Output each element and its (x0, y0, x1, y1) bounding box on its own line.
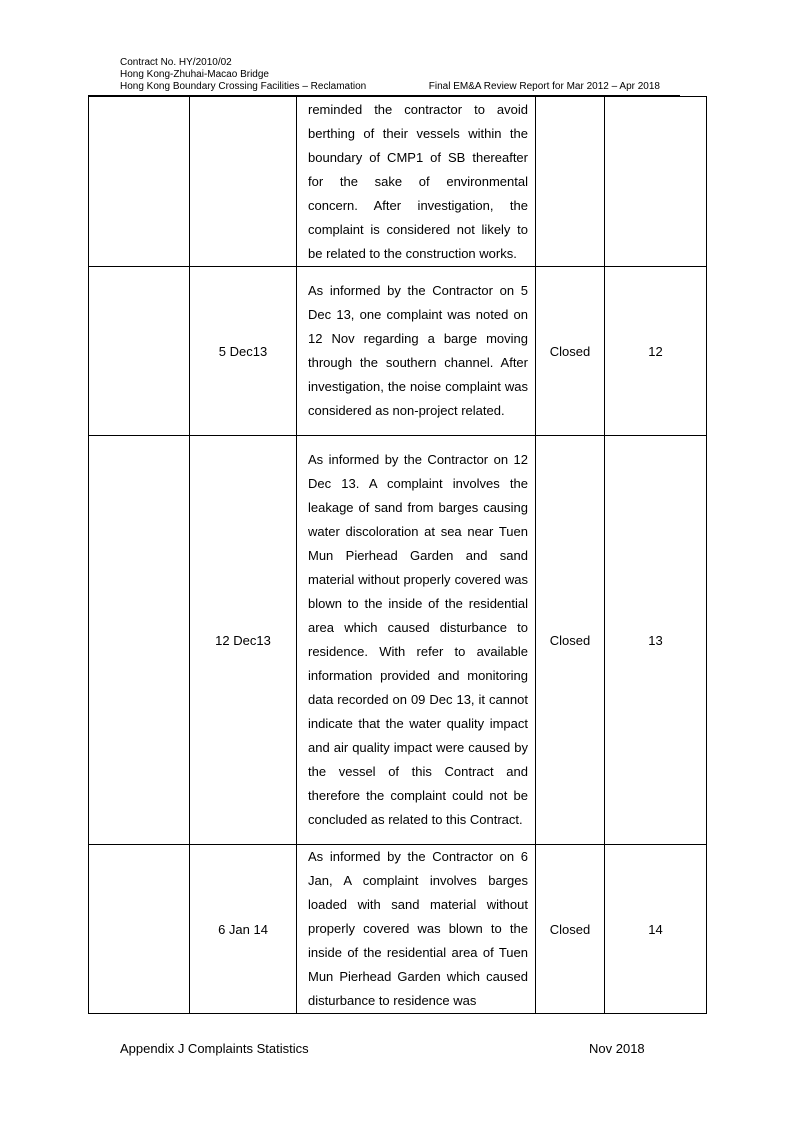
blank-cell (89, 845, 190, 1014)
table-row (89, 436, 707, 845)
status-cell (536, 97, 605, 267)
contract-number: Contract No. HY/2010/02 (120, 57, 232, 68)
date-cell: 6 Jan 14 (190, 845, 297, 1014)
report-title: Final EM&A Review Report for Mar 2012 – Apr 2018 (428, 81, 660, 92)
date-cell: 5 Dec13 (190, 267, 297, 436)
description-cell (297, 845, 536, 1014)
table-row (89, 845, 707, 1014)
description-cell (297, 436, 536, 845)
ref-cell: 14 (605, 845, 707, 1014)
project-name: Hong Kong-Zhuhai-Macao Bridge (120, 69, 269, 80)
date-cell: 12 Dec13 (190, 436, 297, 845)
header-line (120, 81, 660, 93)
description-cell (297, 267, 536, 436)
complaints-table (88, 96, 707, 1014)
table-row (89, 267, 707, 436)
status-cell: Closed (536, 845, 605, 1014)
footer-appendix: Appendix J Complaints Statistics (120, 1041, 309, 1056)
page-header (120, 57, 660, 93)
blank-cell (89, 267, 190, 436)
ref-cell: 13 (605, 436, 707, 845)
facility-name: Hong Kong Boundary Crossing Facilities – Reclamation (120, 81, 367, 92)
table-row (89, 97, 707, 267)
ref-cell (605, 97, 707, 267)
ref-cell: 12 (605, 267, 707, 436)
blank-cell (89, 436, 190, 845)
description-text: As informed by the Contractor on 5 Dec 13, one complaint was noted on 12 Nov regarding a barge moving through the southern channel. After investigation, the noise complaint was considered as non-project related. (308, 283, 528, 418)
date-cell (190, 97, 297, 267)
status-cell: Closed (536, 436, 605, 845)
description-cell (297, 97, 536, 267)
description-text: reminded the contractor to avoid berthing of their vessels within the boundary of CMP1 of SB thereafter for the sake of environmental concern. After investigation, the complaint is considered not likely to be related to the construction works. (308, 101, 528, 261)
footer-date: Nov 2018 (589, 1041, 645, 1056)
description-text: As informed by the Contractor on 12 Dec 13. A complaint involves the leakage of sand from barges causing water discoloration at sea near Tuen Mun Pierhead Garden and sand material without properly covered was blown to the inside of the residential area which caused disturbance to residence. With refer to available information provided and monitoring data recorded on 09 Dec 13, it cannot indicate that the water quality impact and air quality impact were caused by the vessel of this Contract and therefore the complaint could not be concluded as related to this Contract. (308, 452, 528, 827)
blank-cell (89, 97, 190, 267)
status-cell: Closed (536, 267, 605, 436)
description-text: As informed by the Contractor on 6 Jan, A complaint involves barges loaded with sand material without properly covered was blown to the inside of the residential area of Tuen Mun Pierhead Garden which caused disturbance to residence was (308, 849, 528, 1008)
